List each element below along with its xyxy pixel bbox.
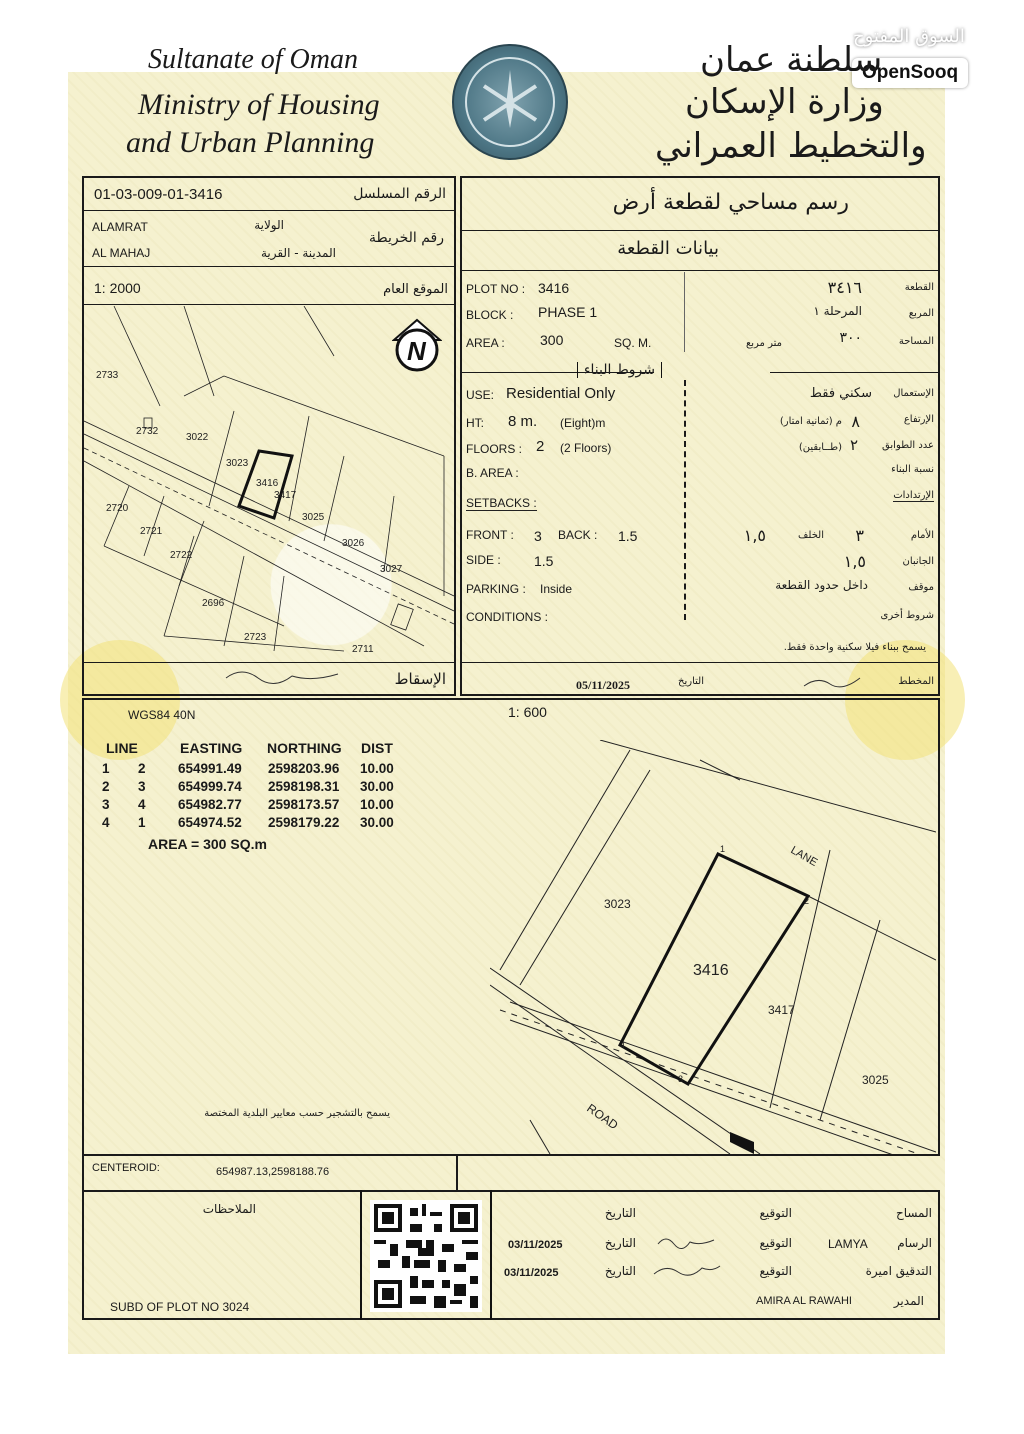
- use-label: USE:: [466, 388, 495, 402]
- document-title: رسم مساحي لقطعة أرض: [612, 190, 849, 215]
- use-value: Residential Only: [506, 385, 616, 402]
- road-marker-icon: [730, 1132, 754, 1154]
- plot-data-title: بيانات القطعة: [617, 238, 719, 259]
- coord-area: AREA = 300 SQ.m: [148, 836, 267, 852]
- drafter-label: الرسام: [897, 1236, 932, 1250]
- area-label: AREA :: [466, 336, 505, 350]
- header-ar-line3: والتخطيط العمراني: [655, 126, 927, 166]
- drafter-date-label: التاريخ: [604, 1236, 636, 1250]
- coord-header-easting: EASTING: [180, 740, 243, 756]
- height-label: HT:: [466, 416, 484, 430]
- height-label-ar: الإرتفاع: [903, 414, 934, 425]
- coord-dist: 30.00: [360, 815, 394, 830]
- area-unit-ar: متر مربع: [745, 338, 782, 349]
- use-ar: سكني فقط: [809, 386, 872, 401]
- parking-value: Inside: [540, 582, 573, 596]
- village-label: المدينة - القرية: [260, 246, 336, 260]
- coord-from: 1: [102, 761, 110, 776]
- opensooq-badge[interactable]: OpenSooq: [852, 58, 968, 88]
- plot-no-label-ar: القطعة: [904, 282, 934, 293]
- centroid-label: CENTEROID:: [92, 1162, 160, 1174]
- back-ar: ١,٥: [743, 526, 766, 545]
- header-en-line3: and Urban Planning: [126, 126, 375, 159]
- checker-signature: [652, 1260, 722, 1280]
- drafter-signature: [656, 1232, 716, 1252]
- header-ar-line1: سلطنة عمان: [700, 40, 883, 80]
- area-label-ar: المساحة: [898, 336, 934, 347]
- coord-easting: 654991.49: [178, 761, 242, 776]
- parcel-label: 2723: [244, 632, 267, 643]
- back-label: BACK :: [558, 528, 598, 542]
- block-label-ar: المربع: [908, 308, 934, 319]
- drafter-date: 03/11/2025: [508, 1239, 563, 1251]
- block-label: BLOCK :: [466, 308, 514, 322]
- notes-label: الملاحظات: [202, 1202, 256, 1216]
- ministry-emblem: [452, 44, 568, 160]
- coordinate-system: WGS84 40N: [128, 708, 196, 722]
- coord-header-line: LINE: [106, 740, 138, 756]
- parcel-label: 3026: [342, 538, 365, 549]
- vertex-label: 2: [804, 896, 810, 906]
- coord-to: 1: [138, 815, 146, 830]
- parcel-label: 2722: [170, 550, 193, 561]
- side-label: SIDE :: [466, 553, 501, 567]
- parcel-label: 3416: [256, 478, 279, 489]
- header-en-line1: Sultanate of Oman: [148, 44, 358, 75]
- parcel-label: 2732: [136, 426, 159, 437]
- planner-label: المخطط: [898, 676, 934, 687]
- checker-label: التدقيق اميرة: [865, 1264, 932, 1278]
- parcel-label: 2696: [202, 598, 225, 609]
- detail-plot-number: 3416: [693, 962, 729, 979]
- coord-dist: 10.00: [360, 797, 394, 812]
- plot-no-ar: ٣٤١٦: [827, 278, 862, 297]
- map-number-label: رقم الخريطة: [368, 230, 444, 246]
- area-value: 300: [540, 332, 564, 348]
- coord-from: 3: [102, 797, 110, 812]
- side-label-ar: الجانبان: [902, 556, 934, 567]
- parcel-label: 2721: [140, 526, 163, 537]
- centroid-value: 654987.13,2598188.76: [216, 1166, 330, 1178]
- coord-easting: 654982.77: [178, 797, 242, 812]
- coord-easting: 654999.74: [178, 779, 242, 794]
- detail-scale: 1: 600: [508, 704, 547, 720]
- building-area-label-ar: نسبة البناء: [891, 464, 934, 475]
- detail-neighbor-3025: 3025: [862, 1073, 889, 1087]
- setbacks-label: SETBACKS :: [466, 496, 537, 510]
- conditions-note: يسمح ببناء فيلا سكنية واحدة فقط.: [783, 642, 926, 653]
- front-value: 3: [534, 528, 542, 544]
- front-label: FRONT :: [466, 528, 514, 542]
- khanjar-icon: [454, 46, 566, 158]
- back-value: 1.5: [618, 528, 638, 544]
- wilayat-label: الولاية: [254, 218, 284, 232]
- drafter-name: LAMYA: [828, 1237, 868, 1251]
- front-ar: ٣: [855, 526, 864, 545]
- parcel-label: 2720: [106, 503, 129, 514]
- coord-dist: 30.00: [360, 779, 394, 794]
- header-ar-line2: وزارة الإسكان: [685, 82, 884, 122]
- coord-from: 2: [102, 779, 110, 794]
- coord-to: 3: [138, 779, 146, 794]
- road-label: ROAD: [584, 1100, 621, 1133]
- surveyor-label: المساح: [895, 1206, 932, 1220]
- director-name: AMIRA AL RAWAHI: [756, 1295, 852, 1307]
- drafter-signature-label: التوقيع: [759, 1236, 792, 1250]
- parking-label-ar: موقف: [908, 582, 934, 593]
- qr-code[interactable]: [370, 1200, 482, 1312]
- use-label-ar: الإستعمال: [893, 388, 934, 399]
- detail-neighbor-3417: 3417: [768, 1003, 795, 1017]
- detail-plan-map: [490, 740, 936, 1154]
- conditions-label: CONDITIONS :: [466, 610, 549, 624]
- setbacks-label-ar: الإرتدادات: [893, 490, 934, 501]
- village-value: AL MAHAJ: [92, 246, 151, 260]
- coord-header-northing: NORTHING: [267, 740, 342, 756]
- parcel-label: 2711: [352, 644, 374, 655]
- header-en-line2: Ministry of Housing: [138, 88, 380, 121]
- checker-date-label: التاريخ: [604, 1264, 636, 1278]
- vertex-label: 3: [678, 1074, 684, 1084]
- height-value: 8 m.: [508, 413, 538, 430]
- parcel-label: 2733: [96, 370, 119, 381]
- floors-label: FLOORS :: [466, 442, 523, 456]
- other-conditions-label-ar: شروط أخرى: [880, 610, 934, 621]
- planner-signature: [800, 670, 870, 692]
- coord-northing: 2598203.96: [268, 761, 340, 776]
- coord-dist: 10.00: [360, 761, 394, 776]
- front-label-ar: الأمام: [910, 530, 934, 541]
- condition-date: 05/11/2025: [576, 678, 631, 692]
- floors-label-ar: عدد الطوابق: [882, 440, 934, 451]
- block-ar: المرحلة ١: [813, 304, 862, 318]
- vertex-label: 1: [720, 844, 726, 854]
- floors-words: (2 Floors): [560, 441, 612, 455]
- projection-signature: [222, 664, 342, 688]
- detail-neighbor-3023: 3023: [604, 897, 631, 911]
- floors-words-ar: (طــابقين): [798, 442, 842, 453]
- surveyor-signature-label: التوقيع: [759, 1206, 792, 1220]
- building-area-label: B. AREA :: [466, 466, 519, 480]
- parcel-label: 3025: [302, 512, 325, 523]
- coord-easting: 654974.52: [178, 815, 242, 830]
- svg-text:N: N: [407, 336, 426, 366]
- height-words: (Eight)m: [560, 416, 606, 430]
- parcel-label: 3027: [380, 564, 403, 575]
- qr-code-icon: [370, 1200, 482, 1312]
- area-ar: ٣٠٠: [839, 330, 862, 346]
- height-ar: ٨: [851, 412, 860, 431]
- lane-label: LANE: [788, 844, 820, 869]
- height-words-ar: م (ثمانية امتار): [779, 416, 842, 427]
- parking-label: PARKING :: [466, 582, 526, 596]
- opensooq-arabic: السوق المفتوح: [853, 26, 965, 47]
- plot-no-label: PLOT NO :: [466, 282, 526, 296]
- side-ar: ١,٥: [843, 552, 866, 571]
- coord-header-dist: DIST: [361, 740, 393, 756]
- projection-label: الإسقاط: [394, 670, 446, 688]
- coord-northing: 2598198.31: [268, 779, 340, 794]
- municipality-note: يسمح بالتشجير حسب معايير البلدية المختصة: [204, 1108, 390, 1119]
- coord-northing: 2598179.22: [268, 815, 340, 830]
- parking-ar: داخل حدود القطعة: [775, 578, 868, 592]
- side-value: 1.5: [534, 553, 554, 569]
- floors-ar: ٢: [849, 436, 858, 454]
- vertex-label: 4: [620, 1040, 626, 1050]
- checker-date: 03/11/2025: [504, 1267, 559, 1279]
- site-label: الموقع العام: [383, 282, 448, 297]
- surveyor-date-label: التاريخ: [604, 1206, 636, 1220]
- serial-value: 01-03-009-01-3416: [94, 186, 223, 203]
- serial-label: الرقم المسلسل: [353, 186, 446, 202]
- parcel-label: 3417: [274, 490, 297, 501]
- director-label: المدير: [893, 1294, 924, 1308]
- parcel-label: 3023: [226, 458, 249, 469]
- condition-date-label: التاريخ: [678, 676, 704, 687]
- coord-to: 4: [138, 797, 146, 812]
- subdivision-note: SUBD OF PLOT NO 3024: [110, 1300, 250, 1314]
- floors-value: 2: [536, 438, 545, 455]
- north-arrow-icon: [392, 318, 442, 372]
- area-unit: SQ. M.: [614, 336, 652, 350]
- plot-no-value: 3416: [538, 280, 570, 296]
- parcel-label: 3022: [186, 432, 209, 443]
- coord-to: 2: [138, 761, 146, 776]
- back-label-ar: الخلف: [798, 530, 824, 541]
- block-value: PHASE 1: [538, 304, 598, 320]
- conditions-title: شروط البناء: [577, 362, 662, 378]
- coord-from: 4: [102, 815, 110, 830]
- coord-northing: 2598173.57: [268, 797, 340, 812]
- site-scale: 1: 2000: [94, 280, 141, 296]
- checker-signature-label: التوقيع: [759, 1264, 792, 1278]
- wilayat-value: ALAMRAT: [92, 220, 148, 234]
